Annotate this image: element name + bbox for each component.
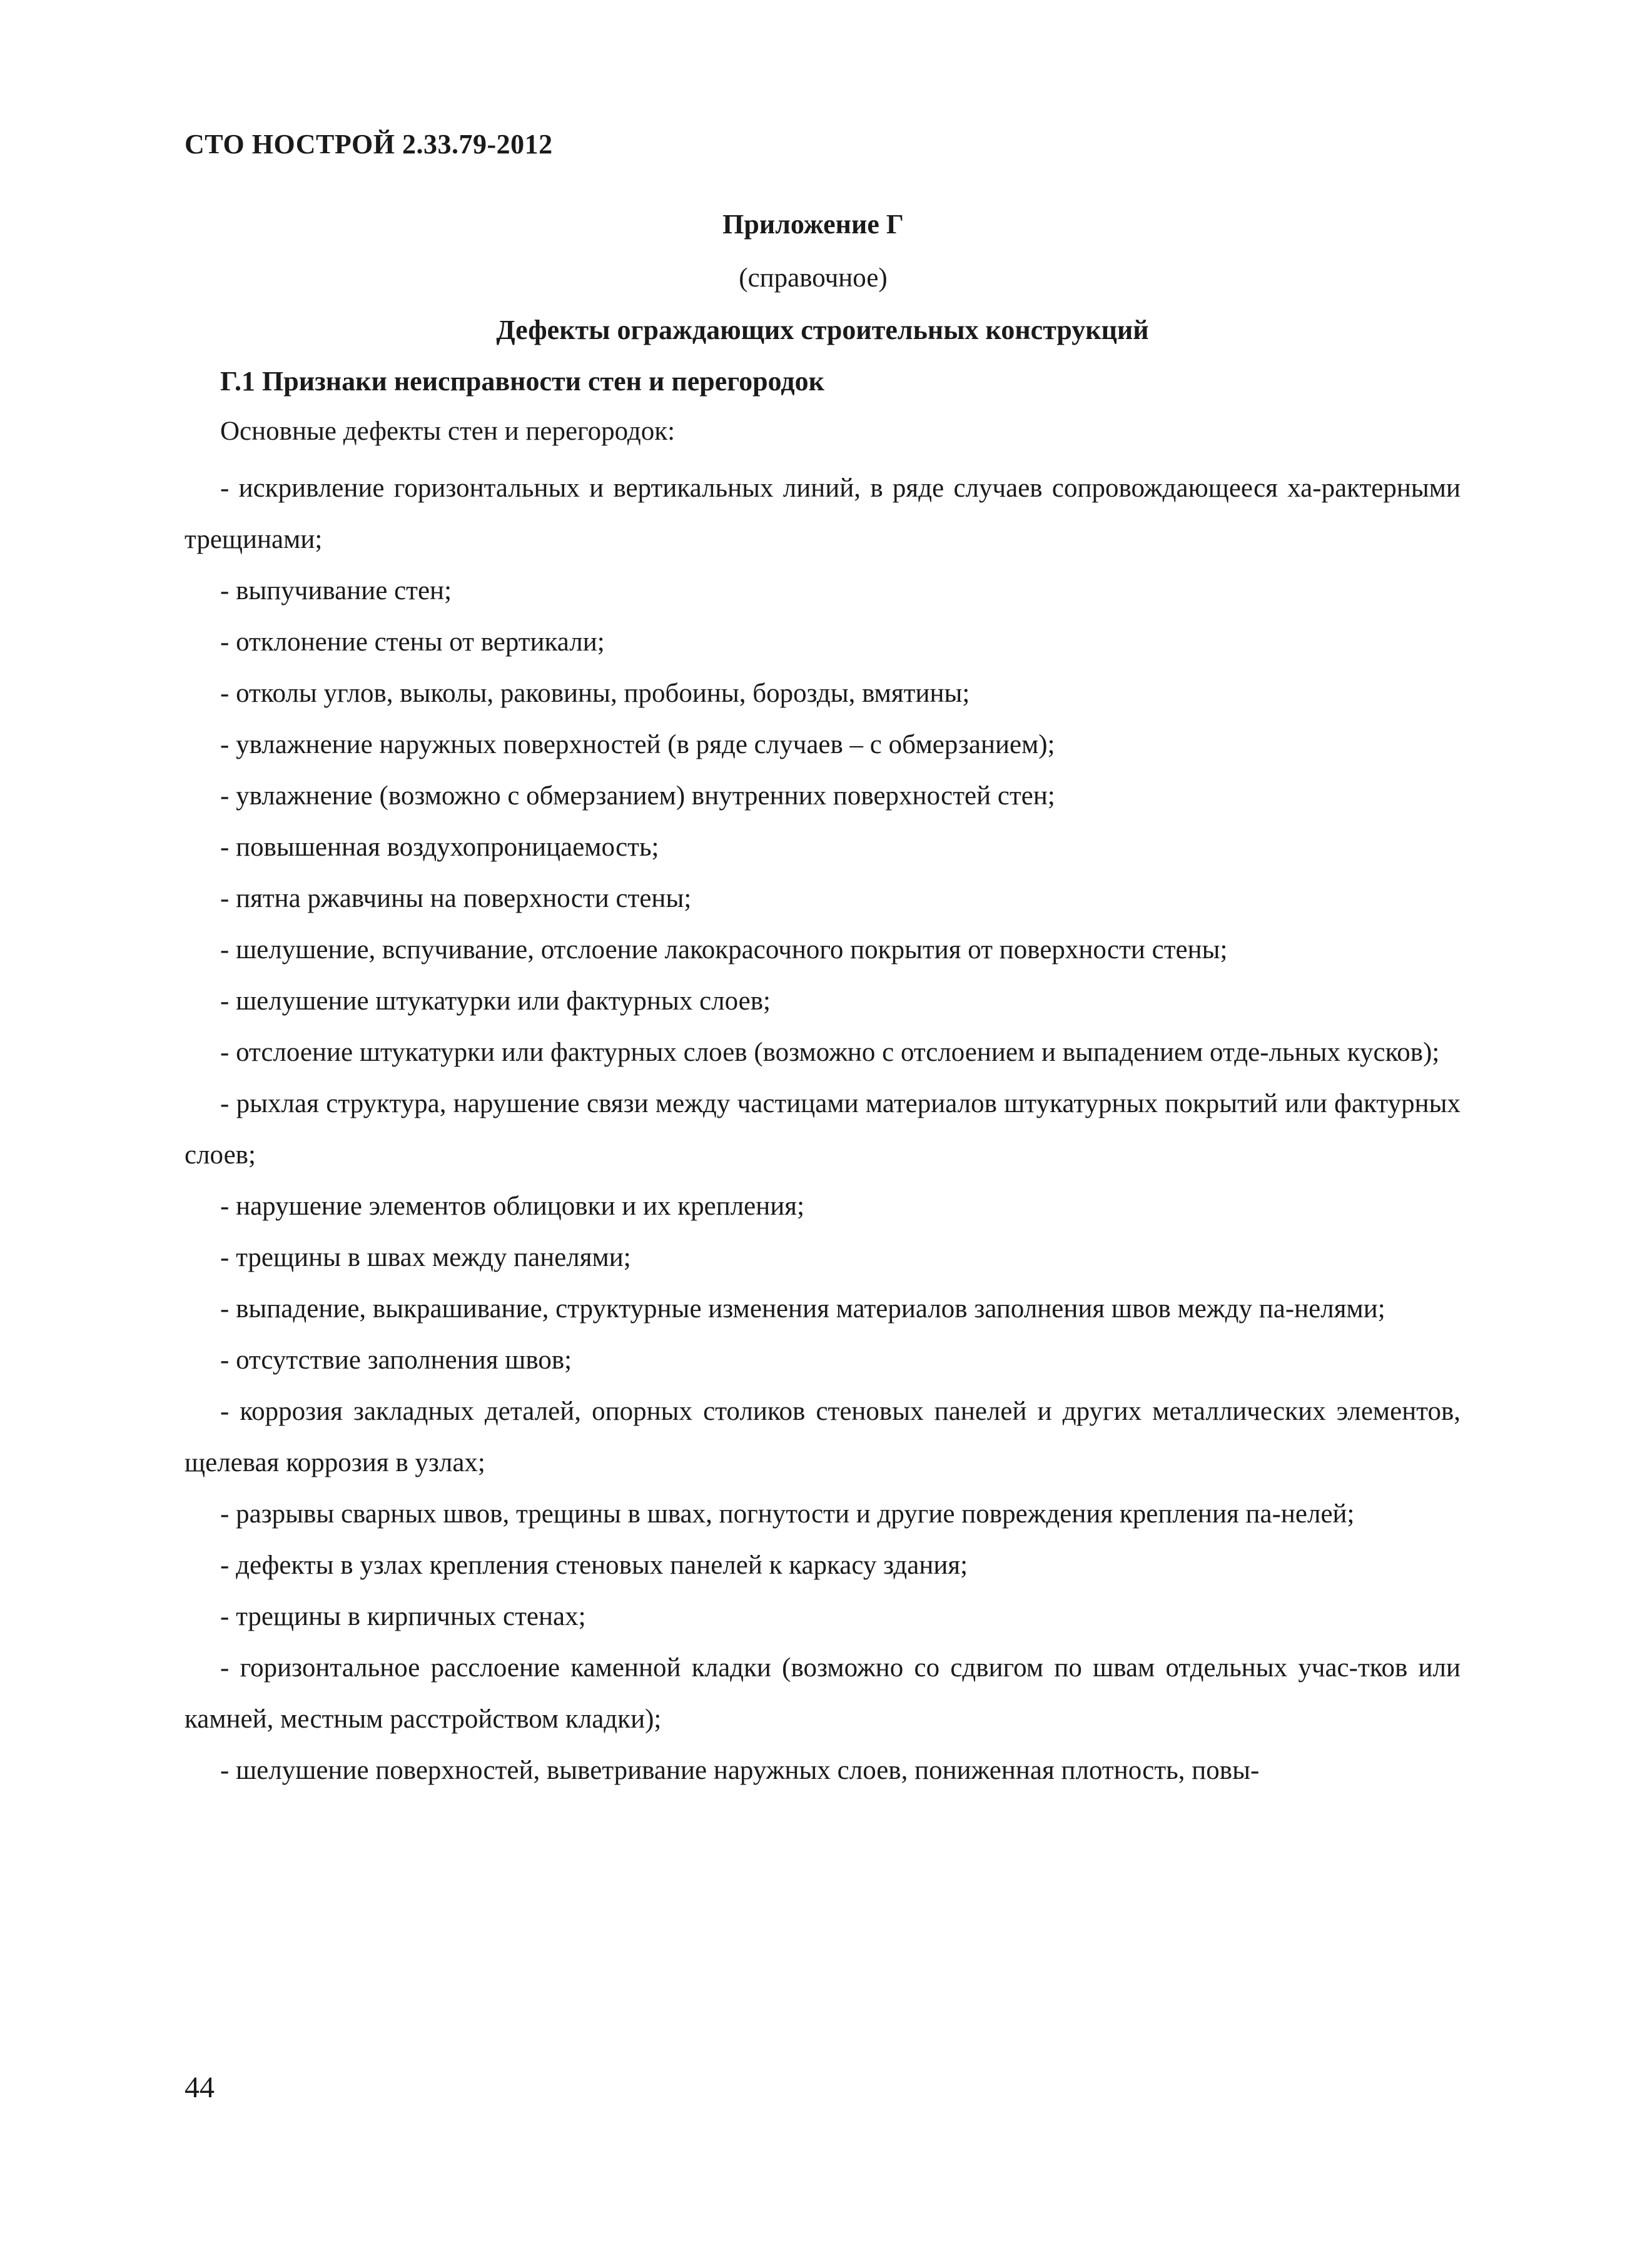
section-heading: Г.1 Признаки неисправности стен и перегородок [220, 366, 824, 397]
defects-list [185, 463, 1460, 1796]
list-item: - отсутствие заполнения швов; [220, 1345, 572, 1375]
appendix-title: Приложение Г [722, 209, 904, 240]
list-item: - отслоение штукатурки или фактурных слоев (возможно с отслоением и выпадением отде-льных кусков); [220, 1038, 1440, 1067]
page-number: 44 [185, 2071, 215, 2104]
list-item: - разрывы сварных швов, трещины в швах, погнутости и другие повреждения крепления па-нелей; [220, 1499, 1355, 1529]
list-item: - отклонение стены от вертикали; [220, 627, 605, 657]
list-item: - искривление горизонтальных и вертикальных линий, в ряде случаев сопровождающееся ха-рактерными трещинами; [185, 473, 1460, 554]
list-item: - повышенная воздухопроницаемость; [220, 833, 659, 862]
list-item: - пятна ржавчины на поверхности стены; [220, 884, 692, 913]
appendix-heading: Дефекты ограждающих строительных конструкций [496, 315, 1149, 345]
list-item: - отколы углов, выколы, раковины, пробоины, борозды, вмятины; [220, 679, 970, 708]
list-item: - коррозия закладных деталей, опорных столиков стеновых панелей и других металлических элементов, щелевая коррозия в узлах; [185, 1397, 1460, 1477]
intro-text: Основные дефекты стен и перегородок: [220, 417, 676, 446]
list-item: - выпадение, выкрашивание, структурные изменения материалов заполнения швов между па-нелями; [220, 1294, 1385, 1324]
list-item: - дефекты в узлах крепления стеновых панелей к каркасу здания; [220, 1551, 968, 1580]
list-item: - шелушение, вспучивание, отслоение лакокрасочного покрытия от поверхности стены; [220, 935, 1228, 964]
list-item: - шелушение штукатурки или фактурных слоев; [220, 986, 771, 1016]
list-item: - увлажнение (возможно с обмерзанием) внутренних поверхностей стен; [220, 781, 1055, 811]
list-item: - трещины в швах между панелями; [220, 1243, 631, 1272]
list-item: - горизонтальное расслоение каменной кладки (возможно со сдвигом по швам отдельных учас-тков или камней, местным расстройством кладки); [185, 1653, 1460, 1734]
list-item: - выпучивание стен; [220, 576, 452, 605]
list-item: - рыхлая структура, нарушение связи между частицами материалов штукатурных покрытий или фактурных слоев; [185, 1089, 1460, 1170]
list-item: - нарушение элементов облицовки и их крепления; [220, 1192, 805, 1221]
standard-code-header: СТО НОСТРОЙ 2.33.79-2012 [185, 129, 553, 159]
list-item: - трещины в кирпичных стенах; [220, 1602, 586, 1631]
list-item: - увлажнение наружных поверхностей (в ряде случаев – с обмерзанием); [220, 730, 1055, 759]
list-item: - шелушение поверхностей, выветривание наружных слоев, пониженная плотность, повы- [220, 1756, 1260, 1785]
appendix-note: (справочное) [739, 263, 888, 293]
